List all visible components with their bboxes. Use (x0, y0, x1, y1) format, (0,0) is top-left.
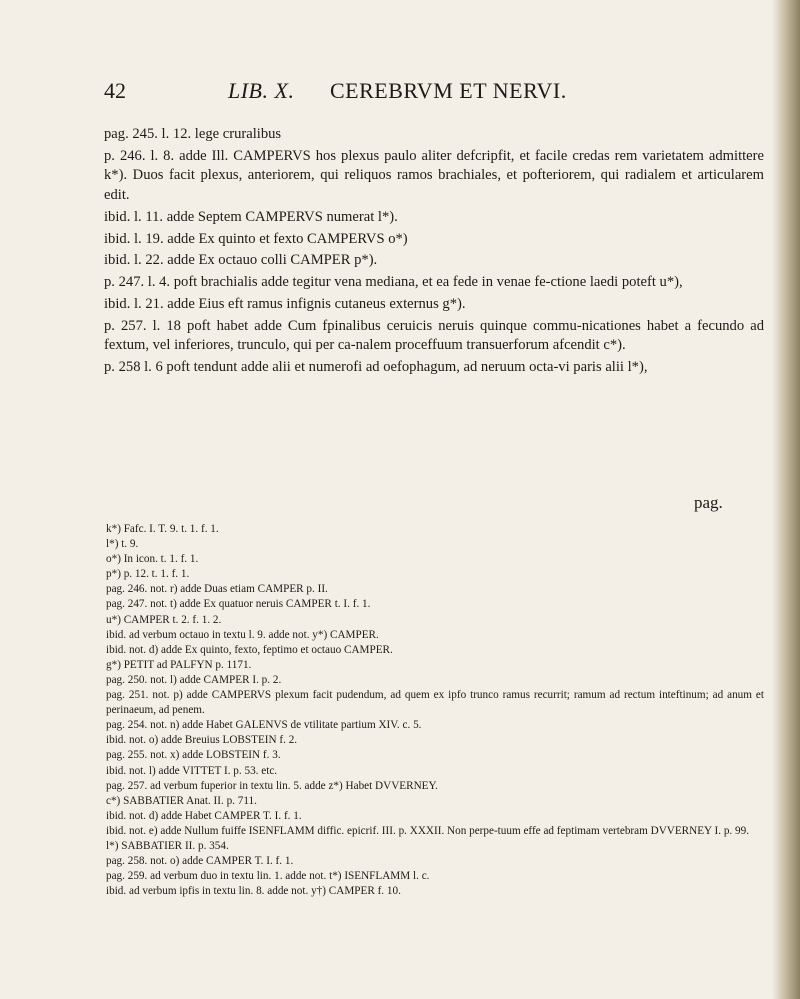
footnote: o*) In icon. t. 1. f. 1. (106, 553, 199, 566)
footnote: pag. 257. ad verbum fuperior in textu lin. 5. adde z*) Habet DVVERNEY. (106, 779, 438, 792)
footnote: pag. 258. not. o) adde CAMPER T. I. f. 1. (106, 855, 294, 868)
catchword: pag. (694, 493, 723, 512)
footnote: pag. 259. ad verbum duo in textu lin. 1. adde not. t*) ISENFLAMM l. c. (106, 870, 430, 883)
addenda-entry: ibid. l. 19. adde Ex quinto et fexto CAMPERVS o*) (104, 230, 408, 247)
footnote: g*) PETIT ad PALFYN p. 1171. (106, 658, 252, 671)
footnote: k*) Fafc. I. T. 9. t. 1. f. 1. (106, 523, 219, 535)
addenda-entry: p. 246. l. 8. adde Ill. CAMPERVS hos plexus paulo aliter defcripfit, et facile credas rem varietatem admittere k*). Duos facit plexus, anteriorem, qui reliquos ramos brachiales, et pofteriorem, qui radialem et articularem edit. (104, 147, 764, 203)
page-header (104, 78, 744, 118)
addenda-entry: ibid. l. 21. adde Eius eft ramus infignis cutaneus externus g*). (104, 295, 466, 312)
addenda-entry: pag. 245. l. 12. lege cruralibus (104, 126, 282, 142)
footnote: l*) SABBATIER II. p. 354. (106, 839, 229, 852)
footnote: pag. 254. not. n) adde Habet GALENVS de vtilitate partium XIV. c. 5. (106, 719, 422, 732)
footnote: pag. 250. not. l) adde CAMPER I. p. 2. (106, 673, 282, 686)
addenda-entry: p. 258 l. 6 poft tendunt adde alii et numerofi ad oefophagum, ad neruum octa-vi paris alii l*), (104, 359, 648, 376)
footnote: ibid. not. d) adde Ex quinto, fexto, feptimo et octauo CAMPER. (106, 643, 393, 656)
addenda-entry: p. 257. l. 18 poft habet adde Cum fpinalibus ceruicis neruis quinque commu-nicationes habet a fecundo ad fextum, vel inferiores, trunculo, qui per ca-nalem proceffuum transuerforum afcendit c*). (104, 317, 764, 354)
page-number: 42 (104, 78, 126, 103)
footnote: ibid. not. l) adde VITTET I. p. 53. etc. (106, 764, 278, 777)
footnote: pag. 246. not. r) adde Duas etiam CAMPER p. II. (106, 583, 328, 596)
footnote: pag. 247. not. t) adde Ex quatuor neruis CAMPER t. I. f. 1. (106, 598, 371, 611)
footnote: ibid. ad verbum octauo in textu l. 9. adde not. y*) CAMPER. (106, 628, 379, 641)
footnote: ibid. not. o) adde Breuius LOBSTEIN f. 2. (106, 734, 298, 747)
addenda-entry: ibid. l. 11. adde Septem CAMPERVS numerat l*). (104, 208, 398, 225)
addenda-entry: p. 247. l. 4. poft brachialis adde tegitur vena mediana, et ea fede in venae fe-ctione laedi poteft u*), (104, 274, 683, 291)
footnotes (106, 522, 764, 899)
addenda-body (104, 125, 764, 380)
footnote: ibid. not. d) adde Habet CAMPER T. I. f. 1. (106, 809, 302, 822)
footnote: pag. 251. not. p) adde CAMPERVS plexum facit pudendum, ad quem ex ipfo trunco ramus recurrit; ramum ad rectum inteftinum; ad anum et perinaeum, ad penem. (106, 689, 764, 717)
footnote: ibid. not. e) adde Nullum fuiffe ISENFLAMM diffic. epicrif. III. p. XXXII. Non perpe-tuum effe ad feptimam vertebram DVVERNEY I. p. 99. (106, 824, 750, 837)
page-edge-shadow (772, 0, 800, 999)
addenda-entry: ibid. l. 22. adde Ex octauo colli CAMPER p*). (104, 252, 378, 269)
footnote: u*) CAMPER t. 2. f. 1. 2. (106, 613, 222, 626)
running-title: CEREBRVM ET NERVI. (330, 78, 567, 103)
footnote: p*) p. 12. t. 1. f. 1. (106, 568, 190, 581)
footnote: l*) t. 9. (106, 538, 139, 551)
footnote: c*) SABBATIER Anat. II. p. 711. (106, 794, 257, 807)
footnote: pag. 255. not. x) adde LOBSTEIN f. 3. (106, 749, 281, 762)
book-label: LIB. X. (228, 78, 295, 103)
footnote: ibid. ad verbum ipfis in textu lin. 8. adde not. y†) CAMPER f. 10. (106, 885, 401, 898)
